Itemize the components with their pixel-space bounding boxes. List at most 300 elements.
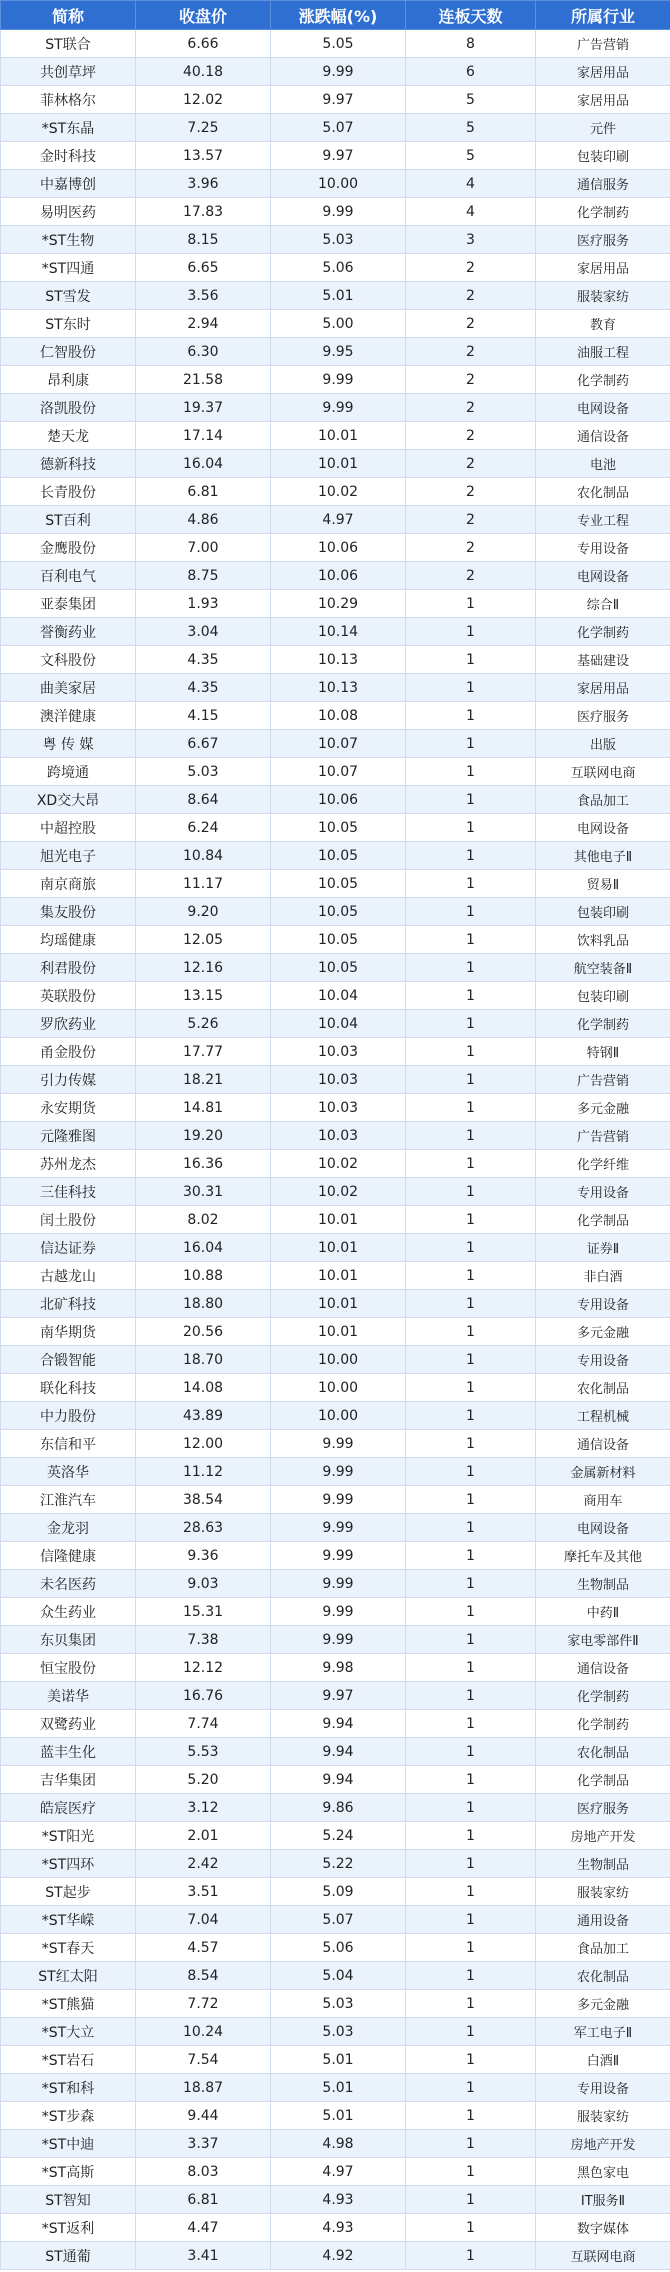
cell-consecutive-days: 2 [406, 478, 536, 506]
cell-industry: 贸易Ⅱ [536, 870, 670, 898]
cell-name: ST雪发 [1, 282, 136, 310]
table-row[interactable] [1, 1766, 670, 1794]
table-row[interactable] [1, 506, 670, 534]
cell-consecutive-days: 1 [406, 1514, 536, 1542]
table-row[interactable] [1, 2242, 670, 2270]
table-row[interactable] [1, 1570, 670, 1598]
cell-consecutive-days: 1 [406, 1570, 536, 1598]
cell-change-pct: 10.13 [271, 674, 406, 702]
header-consecutive-days[interactable]: 连板天数 [406, 1, 536, 30]
cell-industry: 广告营销 [536, 1066, 670, 1094]
table-row[interactable] [1, 1822, 670, 1850]
cell-consecutive-days: 1 [406, 1010, 536, 1038]
table-row[interactable] [1, 1514, 670, 1542]
cell-consecutive-days: 2 [406, 254, 536, 282]
table-row[interactable] [1, 2158, 670, 2186]
cell-industry: 家居用品 [536, 254, 670, 282]
cell-consecutive-days: 2 [406, 534, 536, 562]
cell-close-price: 10.88 [136, 1262, 271, 1290]
cell-name: 金时科技 [1, 142, 136, 170]
table-row[interactable] [1, 1682, 670, 1710]
table-row[interactable] [1, 562, 670, 590]
cell-name: 恒宝股份 [1, 1654, 136, 1682]
cell-name: *ST和科 [1, 2074, 136, 2102]
cell-consecutive-days: 2 [406, 310, 536, 338]
table-row[interactable] [1, 1318, 670, 1346]
cell-name: 古越龙山 [1, 1262, 136, 1290]
cell-name: 利君股份 [1, 954, 136, 982]
cell-close-price: 16.04 [136, 1234, 271, 1262]
cell-close-price: 12.12 [136, 1654, 271, 1682]
cell-close-price: 21.58 [136, 366, 271, 394]
cell-name: 金鹰股份 [1, 534, 136, 562]
table-row[interactable] [1, 58, 670, 86]
table-row[interactable] [1, 338, 670, 366]
table-row[interactable] [1, 1122, 670, 1150]
cell-name: 易明医药 [1, 198, 136, 226]
cell-name: *ST返利 [1, 2214, 136, 2242]
cell-change-pct: 10.00 [271, 1346, 406, 1374]
table-row[interactable] [1, 1150, 670, 1178]
table-row[interactable] [1, 1710, 670, 1738]
table-row[interactable] [1, 198, 670, 226]
table-row[interactable] [1, 1850, 670, 1878]
cell-close-price: 4.86 [136, 506, 271, 534]
cell-close-price: 43.89 [136, 1402, 271, 1430]
table-row[interactable] [1, 1542, 670, 1570]
table-row[interactable] [1, 786, 670, 814]
table-row[interactable] [1, 730, 670, 758]
table-row[interactable] [1, 1878, 670, 1906]
table-row[interactable] [1, 2214, 670, 2242]
cell-change-pct: 10.03 [271, 1038, 406, 1066]
cell-close-price: 2.94 [136, 310, 271, 338]
cell-name: 文科股份 [1, 646, 136, 674]
cell-consecutive-days: 1 [406, 2018, 536, 2046]
table-row[interactable] [1, 618, 670, 646]
cell-industry: 电网设备 [536, 814, 670, 842]
table-row[interactable] [1, 2186, 670, 2214]
cell-change-pct: 10.05 [271, 870, 406, 898]
cell-change-pct: 9.99 [271, 58, 406, 86]
table-row[interactable] [1, 1290, 670, 1318]
cell-close-price: 7.38 [136, 1626, 271, 1654]
cell-consecutive-days: 2 [406, 506, 536, 534]
cell-close-price: 12.16 [136, 954, 271, 982]
table-row[interactable] [1, 30, 670, 58]
cell-consecutive-days: 1 [406, 2046, 536, 2074]
table-row[interactable] [1, 1934, 670, 1962]
cell-industry: 通用设备 [536, 1906, 670, 1934]
table-row[interactable] [1, 674, 670, 702]
cell-close-price: 40.18 [136, 58, 271, 86]
table-row[interactable] [1, 1262, 670, 1290]
cell-industry: 多元金融 [536, 1318, 670, 1346]
cell-close-price: 16.76 [136, 1682, 271, 1710]
table-row[interactable] [1, 898, 670, 926]
table-row[interactable] [1, 450, 670, 478]
cell-close-price: 7.72 [136, 1990, 271, 2018]
cell-name: 菲林格尔 [1, 86, 136, 114]
cell-name: *ST生物 [1, 226, 136, 254]
table-row[interactable] [1, 478, 670, 506]
cell-consecutive-days: 1 [406, 1374, 536, 1402]
table-row[interactable] [1, 1402, 670, 1430]
cell-change-pct: 9.86 [271, 1794, 406, 1822]
cell-close-price: 20.56 [136, 1318, 271, 1346]
cell-close-price: 17.83 [136, 198, 271, 226]
cell-name: 誉衡药业 [1, 618, 136, 646]
cell-change-pct: 9.97 [271, 86, 406, 114]
cell-industry: 化学制药 [536, 1682, 670, 1710]
cell-close-price: 12.00 [136, 1430, 271, 1458]
table-row[interactable] [1, 1962, 670, 1990]
table-row[interactable] [1, 1374, 670, 1402]
cell-name: 百利电气 [1, 562, 136, 590]
cell-name: *ST熊猫 [1, 1990, 136, 2018]
cell-change-pct: 9.99 [271, 1486, 406, 1514]
cell-industry: 黑色家电 [536, 2158, 670, 2186]
cell-change-pct: 10.04 [271, 982, 406, 1010]
table-row[interactable] [1, 142, 670, 170]
cell-change-pct: 5.09 [271, 1878, 406, 1906]
cell-name: 洛凯股份 [1, 394, 136, 422]
cell-industry: 农化制品 [536, 478, 670, 506]
cell-close-price: 30.31 [136, 1178, 271, 1206]
cell-industry: 教育 [536, 310, 670, 338]
cell-change-pct: 5.01 [271, 2074, 406, 2102]
cell-name: *ST中迪 [1, 2130, 136, 2158]
table-row[interactable] [1, 114, 670, 142]
table-row[interactable] [1, 310, 670, 338]
cell-consecutive-days: 1 [406, 2242, 536, 2270]
cell-change-pct: 5.01 [271, 2102, 406, 2130]
table-row[interactable] [1, 926, 670, 954]
cell-name: 东贝集团 [1, 1626, 136, 1654]
cell-name: ST东时 [1, 310, 136, 338]
cell-close-price: 7.00 [136, 534, 271, 562]
cell-name: XD交大昂 [1, 786, 136, 814]
cell-name: *ST四环 [1, 1850, 136, 1878]
cell-industry: 医疗服务 [536, 1794, 670, 1822]
cell-name: *ST东晶 [1, 114, 136, 142]
cell-consecutive-days: 4 [406, 170, 536, 198]
cell-close-price: 5.20 [136, 1766, 271, 1794]
cell-industry: 家电零部件Ⅱ [536, 1626, 670, 1654]
cell-close-price: 6.66 [136, 30, 271, 58]
cell-name: 均瑶健康 [1, 926, 136, 954]
table-row[interactable] [1, 1346, 670, 1374]
cell-industry: 家居用品 [536, 674, 670, 702]
cell-consecutive-days: 1 [406, 1206, 536, 1234]
cell-close-price: 5.53 [136, 1738, 271, 1766]
cell-consecutive-days: 5 [406, 86, 536, 114]
table-row[interactable] [1, 1794, 670, 1822]
cell-change-pct: 10.05 [271, 954, 406, 982]
cell-consecutive-days: 1 [406, 2214, 536, 2242]
cell-name: 美诺华 [1, 1682, 136, 1710]
table-row[interactable] [1, 1010, 670, 1038]
cell-consecutive-days: 5 [406, 142, 536, 170]
table-row[interactable] [1, 282, 670, 310]
table-body [1, 30, 670, 2270]
cell-industry: 电池 [536, 450, 670, 478]
cell-name: 仁智股份 [1, 338, 136, 366]
cell-industry: 专用设备 [536, 1346, 670, 1374]
cell-consecutive-days: 1 [406, 758, 536, 786]
cell-consecutive-days: 6 [406, 58, 536, 86]
table-row[interactable] [1, 1738, 670, 1766]
table-row[interactable] [1, 1458, 670, 1486]
cell-close-price: 8.75 [136, 562, 271, 590]
cell-industry: IT服务Ⅱ [536, 2186, 670, 2214]
cell-consecutive-days: 1 [406, 1038, 536, 1066]
cell-change-pct: 5.00 [271, 310, 406, 338]
cell-change-pct: 9.99 [271, 1626, 406, 1654]
cell-close-price: 18.87 [136, 2074, 271, 2102]
cell-consecutive-days: 2 [406, 394, 536, 422]
cell-industry: 农化制品 [536, 1738, 670, 1766]
cell-industry: 生物制品 [536, 1570, 670, 1598]
cell-consecutive-days: 1 [406, 590, 536, 618]
cell-close-price: 6.81 [136, 478, 271, 506]
table-row[interactable] [1, 1178, 670, 1206]
table-row[interactable] [1, 86, 670, 114]
table-row[interactable] [1, 226, 670, 254]
cell-change-pct: 10.08 [271, 702, 406, 730]
cell-industry: 包装印刷 [536, 142, 670, 170]
cell-close-price: 9.44 [136, 2102, 271, 2130]
cell-consecutive-days: 1 [406, 814, 536, 842]
cell-change-pct: 5.03 [271, 2018, 406, 2046]
cell-change-pct: 10.05 [271, 814, 406, 842]
cell-industry: 医疗服务 [536, 702, 670, 730]
cell-consecutive-days: 2 [406, 282, 536, 310]
cell-industry: 化学纤维 [536, 1150, 670, 1178]
cell-change-pct: 9.99 [271, 1542, 406, 1570]
cell-consecutive-days: 1 [406, 1486, 536, 1514]
cell-industry: 电网设备 [536, 562, 670, 590]
cell-name: 联化科技 [1, 1374, 136, 1402]
cell-close-price: 11.12 [136, 1458, 271, 1486]
cell-name: *ST阳光 [1, 1822, 136, 1850]
cell-change-pct: 9.97 [271, 142, 406, 170]
table-row[interactable] [1, 1598, 670, 1626]
cell-change-pct: 5.05 [271, 30, 406, 58]
cell-close-price: 14.81 [136, 1094, 271, 1122]
cell-name: 信隆健康 [1, 1542, 136, 1570]
cell-close-price: 18.80 [136, 1290, 271, 1318]
cell-industry: 专用设备 [536, 2074, 670, 2102]
table-row[interactable] [1, 1430, 670, 1458]
cell-consecutive-days: 1 [406, 786, 536, 814]
table-row[interactable] [1, 2046, 670, 2074]
cell-change-pct: 5.01 [271, 282, 406, 310]
cell-consecutive-days: 1 [406, 1346, 536, 1374]
cell-name: 中力股份 [1, 1402, 136, 1430]
table-row[interactable] [1, 842, 670, 870]
table-row[interactable] [1, 814, 670, 842]
cell-consecutive-days: 1 [406, 870, 536, 898]
cell-consecutive-days: 1 [406, 1962, 536, 1990]
cell-close-price: 17.77 [136, 1038, 271, 1066]
cell-name: 英联股份 [1, 982, 136, 1010]
table-row[interactable] [1, 1626, 670, 1654]
cell-name: ST百利 [1, 506, 136, 534]
cell-name: 中嘉博创 [1, 170, 136, 198]
table-row[interactable] [1, 1906, 670, 1934]
table-row[interactable] [1, 2018, 670, 2046]
cell-consecutive-days: 1 [406, 1626, 536, 1654]
cell-industry: 金属新材料 [536, 1458, 670, 1486]
cell-consecutive-days: 2 [406, 338, 536, 366]
table-row[interactable] [1, 1038, 670, 1066]
cell-change-pct: 9.97 [271, 1682, 406, 1710]
cell-name: 罗欣药业 [1, 1010, 136, 1038]
cell-consecutive-days: 1 [406, 1850, 536, 1878]
table-row[interactable] [1, 534, 670, 562]
cell-name: ST通葡 [1, 2242, 136, 2270]
cell-change-pct: 10.02 [271, 478, 406, 506]
cell-change-pct: 10.00 [271, 1374, 406, 1402]
table-row[interactable] [1, 590, 670, 618]
cell-change-pct: 10.04 [271, 1010, 406, 1038]
cell-change-pct: 9.98 [271, 1654, 406, 1682]
cell-industry: 服装家纺 [536, 2102, 670, 2130]
cell-consecutive-days: 1 [406, 1150, 536, 1178]
cell-change-pct: 10.03 [271, 1094, 406, 1122]
cell-consecutive-days: 1 [406, 1234, 536, 1262]
header-name[interactable]: 简称 [1, 1, 136, 30]
header-close-price[interactable]: 收盘价 [136, 1, 271, 30]
cell-industry: 专用设备 [536, 1178, 670, 1206]
cell-close-price: 18.21 [136, 1066, 271, 1094]
cell-industry: 包装印刷 [536, 898, 670, 926]
cell-change-pct: 9.99 [271, 366, 406, 394]
cell-name: ST智知 [1, 2186, 136, 2214]
cell-industry: 多元金融 [536, 1990, 670, 2018]
cell-name: 南京商旅 [1, 870, 136, 898]
table-row[interactable] [1, 702, 670, 730]
cell-close-price: 5.26 [136, 1010, 271, 1038]
table-row[interactable] [1, 954, 670, 982]
table-row[interactable] [1, 422, 670, 450]
cell-industry: 医疗服务 [536, 226, 670, 254]
cell-close-price: 6.30 [136, 338, 271, 366]
cell-change-pct: 5.04 [271, 1962, 406, 1990]
cell-close-price: 16.04 [136, 450, 271, 478]
cell-name: *ST步森 [1, 2102, 136, 2130]
cell-industry: 房地产开发 [536, 1822, 670, 1850]
cell-close-price: 15.31 [136, 1598, 271, 1626]
cell-close-price: 10.24 [136, 2018, 271, 2046]
cell-change-pct: 4.93 [271, 2186, 406, 2214]
cell-industry: 广告营销 [536, 30, 670, 58]
cell-close-price: 8.02 [136, 1206, 271, 1234]
cell-close-price: 19.37 [136, 394, 271, 422]
table-row[interactable] [1, 1486, 670, 1514]
table-row[interactable] [1, 982, 670, 1010]
table-row[interactable] [1, 1234, 670, 1262]
cell-change-pct: 5.06 [271, 254, 406, 282]
cell-industry: 食品加工 [536, 786, 670, 814]
cell-consecutive-days: 3 [406, 226, 536, 254]
cell-consecutive-days: 1 [406, 1822, 536, 1850]
cell-name: 英洛华 [1, 1458, 136, 1486]
cell-consecutive-days: 2 [406, 366, 536, 394]
table-row[interactable] [1, 1066, 670, 1094]
cell-name: ST红太阳 [1, 1962, 136, 1990]
table-row[interactable] [1, 1206, 670, 1234]
cell-close-price: 4.35 [136, 646, 271, 674]
table-row[interactable] [1, 170, 670, 198]
header-industry[interactable]: 所属行业 [536, 1, 670, 30]
table-row[interactable] [1, 2074, 670, 2102]
cell-close-price: 3.04 [136, 618, 271, 646]
header-change-pct[interactable]: 涨跌幅(%) [271, 1, 406, 30]
table-row[interactable] [1, 1654, 670, 1682]
table-row[interactable] [1, 2130, 670, 2158]
table-row[interactable] [1, 394, 670, 422]
cell-close-price: 7.74 [136, 1710, 271, 1738]
cell-name: ST联合 [1, 30, 136, 58]
cell-consecutive-days: 1 [406, 1318, 536, 1346]
cell-industry: 化学制品 [536, 1206, 670, 1234]
table-row[interactable] [1, 870, 670, 898]
cell-close-price: 8.03 [136, 2158, 271, 2186]
cell-change-pct: 10.01 [271, 1206, 406, 1234]
cell-consecutive-days: 1 [406, 1262, 536, 1290]
table-row[interactable] [1, 366, 670, 394]
cell-name: 德新科技 [1, 450, 136, 478]
cell-change-pct: 10.03 [271, 1066, 406, 1094]
table-row[interactable] [1, 254, 670, 282]
cell-industry: 专用设备 [536, 534, 670, 562]
cell-change-pct: 10.05 [271, 898, 406, 926]
cell-name: 粤 传 媒 [1, 730, 136, 758]
cell-close-price: 4.15 [136, 702, 271, 730]
cell-industry: 服装家纺 [536, 282, 670, 310]
cell-change-pct: 5.24 [271, 1822, 406, 1850]
cell-consecutive-days: 1 [406, 1738, 536, 1766]
cell-close-price: 8.54 [136, 1962, 271, 1990]
table-row[interactable] [1, 758, 670, 786]
table-row[interactable] [1, 2102, 670, 2130]
cell-consecutive-days: 1 [406, 2074, 536, 2102]
cell-close-price: 11.17 [136, 870, 271, 898]
cell-name: 跨境通 [1, 758, 136, 786]
cell-change-pct: 10.03 [271, 1122, 406, 1150]
cell-change-pct: 4.97 [271, 506, 406, 534]
cell-name: 曲美家居 [1, 674, 136, 702]
cell-change-pct: 9.99 [271, 198, 406, 226]
cell-name: 北矿科技 [1, 1290, 136, 1318]
cell-name: 蓝丰生化 [1, 1738, 136, 1766]
table-row[interactable] [1, 1094, 670, 1122]
cell-close-price: 12.05 [136, 926, 271, 954]
cell-close-price: 17.14 [136, 422, 271, 450]
cell-industry: 出版 [536, 730, 670, 758]
cell-consecutive-days: 1 [406, 1458, 536, 1486]
table-row[interactable] [1, 1990, 670, 2018]
cell-consecutive-days: 2 [406, 422, 536, 450]
table-row[interactable] [1, 646, 670, 674]
cell-name: *ST华嵘 [1, 1906, 136, 1934]
cell-industry: 生物制品 [536, 1850, 670, 1878]
cell-close-price: 3.37 [136, 2130, 271, 2158]
cell-close-price: 16.36 [136, 1150, 271, 1178]
cell-name: 亚泰集团 [1, 590, 136, 618]
